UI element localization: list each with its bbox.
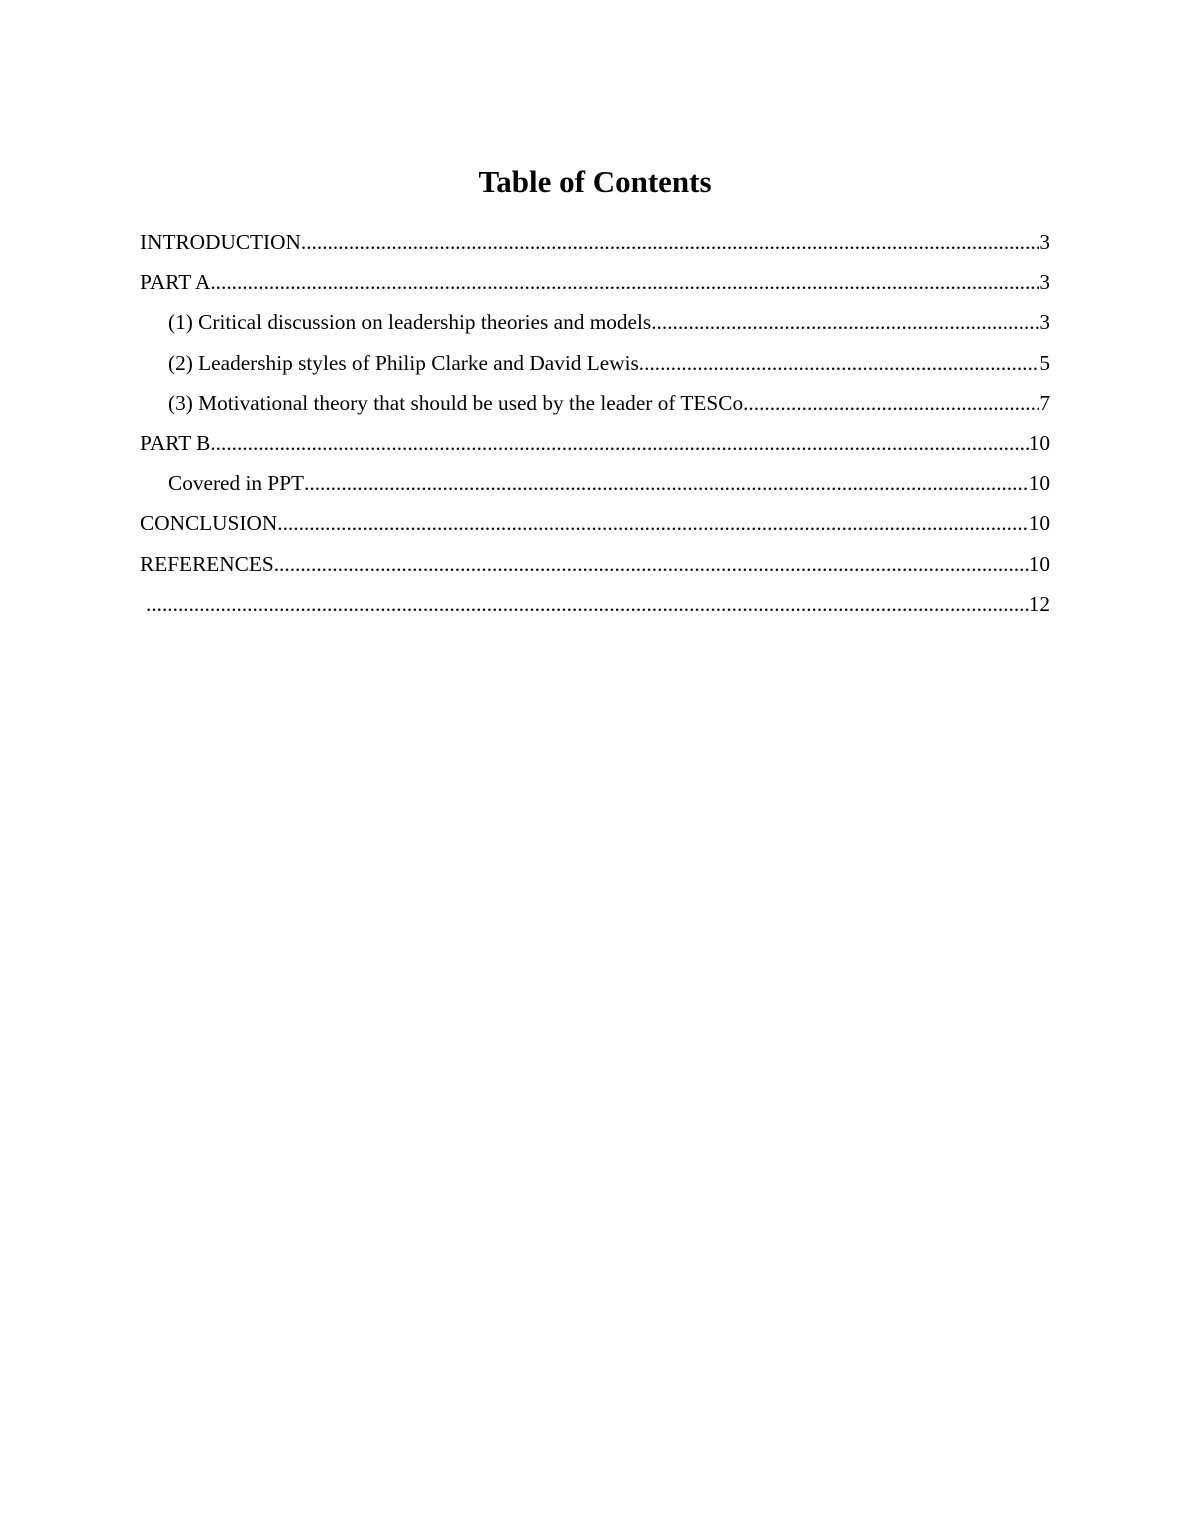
toc-entry-text: Covered in PPT — [168, 471, 305, 496]
toc-leader-dots — [651, 302, 1039, 342]
toc-entry-part-a[interactable] — [140, 262, 1050, 302]
toc-entry-text: (3) Motivational theory that should be used by the leader of TESCo — [168, 390, 744, 415]
toc-entry-page: 3 — [1039, 230, 1050, 254]
toc-entry-text: CONCLUSION — [140, 511, 278, 536]
toc-leader-dots — [210, 262, 1039, 302]
toc-entry-page: 3 — [1039, 270, 1050, 295]
toc-entry-page: 10 — [1028, 551, 1050, 576]
toc-entry-page: 10 — [1028, 511, 1050, 536]
toc-list — [140, 222, 1050, 624]
toc-entry-text: (1) Critical discussion on leadership theories and models — [168, 310, 652, 335]
toc-leader-dots — [210, 423, 1028, 463]
toc-entry-text: INTRODUCTION — [140, 230, 301, 254]
toc-entry-covered-in-ppt[interactable] — [140, 463, 1050, 503]
toc-leader-dots — [146, 584, 1029, 624]
toc-entry-page: 12 — [1028, 591, 1050, 616]
toc-entry-text: (2) Leadership styles of Philip Clarke and David Lewis — [168, 350, 639, 375]
toc-entry-part-b[interactable] — [140, 423, 1050, 463]
toc-leader-dots — [304, 463, 1029, 503]
toc-entry-page: 5 — [1039, 350, 1050, 375]
toc-entry-untitled[interactable] — [140, 584, 1050, 624]
toc-entry-page: 10 — [1028, 471, 1050, 496]
toc-leader-dots — [274, 544, 1029, 584]
toc-entry-text: REFERENCES — [140, 551, 274, 576]
toc-entry-motivational-theory[interactable] — [140, 383, 1050, 423]
toc-leader-dots — [301, 222, 1039, 262]
toc-entry-introduction[interactable] — [140, 222, 1050, 262]
toc-entry-page: 10 — [1028, 430, 1050, 455]
toc-entry-references[interactable] — [140, 544, 1050, 584]
toc-leader-dots — [743, 383, 1039, 423]
toc-entry-conclusion[interactable] — [140, 503, 1050, 543]
toc-leader-dots — [277, 503, 1028, 543]
toc-entry-leadership-theories[interactable] — [140, 302, 1050, 342]
toc-leader-dots — [639, 343, 1040, 383]
toc-entry-page: 7 — [1039, 390, 1050, 415]
toc-title: Table of Contents — [478, 164, 712, 199]
toc-entry-text: PART B — [140, 430, 211, 455]
toc-entry-leadership-styles[interactable] — [140, 343, 1050, 383]
toc-entry-page: 3 — [1039, 310, 1050, 335]
toc-entry-text: PART A — [140, 270, 211, 295]
